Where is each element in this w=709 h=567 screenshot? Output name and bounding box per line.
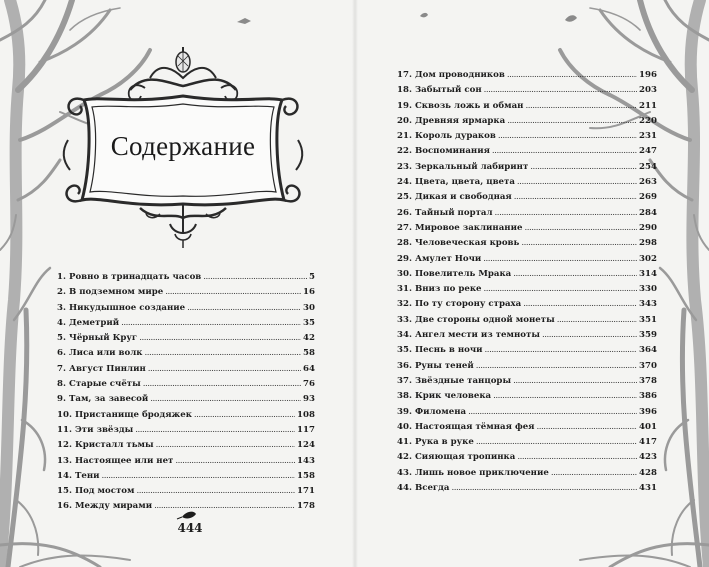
toc-entry [57, 331, 315, 346]
toc-entry-leader [551, 466, 637, 481]
toc-entry-leader [514, 190, 637, 205]
toc-entry-number: 38. [397, 391, 412, 402]
toc-entry [57, 362, 315, 377]
toc-entry-number: 20. [397, 115, 412, 126]
toc-entry-number: 43. [397, 467, 412, 478]
toc-entry-leader [525, 99, 637, 114]
leaf-icon [237, 13, 577, 24]
toc-entry-number: 34. [397, 330, 412, 341]
toc-entry [397, 175, 657, 190]
toc-entry [57, 423, 315, 438]
toc-entry-title: Дикая и свободная [414, 192, 512, 203]
toc-entry-leader [530, 160, 637, 175]
toc-entry [397, 359, 657, 374]
toc-entry-page: 220 [639, 115, 657, 126]
toc-entry-page: 431 [639, 483, 657, 494]
toc-entry-number: 28. [397, 238, 412, 249]
toc-entry-leader [203, 270, 307, 285]
toc-entry-number: 19. [397, 100, 412, 111]
toc-entry-page: 76 [303, 379, 315, 390]
toc-entry-title: Две стороны одной монеты [414, 314, 555, 325]
toc-entry-leader [524, 221, 637, 236]
toc-entry-leader [165, 285, 301, 300]
toc-entry-page: 343 [639, 299, 657, 310]
toc-entry-number: 26. [397, 207, 412, 218]
toc-entry-leader [187, 301, 301, 316]
toc-entry-title: Лиса или волк [68, 348, 143, 359]
toc-entry-page: 428 [639, 467, 657, 478]
toc-entry-title: Между мирами [74, 501, 153, 512]
toc-entry-page: 269 [639, 192, 657, 203]
toc-entry-title: Эти звёзды [74, 424, 134, 435]
toc-entry-title: Никудышное создание [68, 302, 186, 313]
toc-entry-number: 14. [57, 470, 72, 481]
toc-entry-title: Ангел мести из темноты [414, 330, 540, 341]
toc-entry-page: 93 [303, 394, 315, 405]
toc-entry-leader [483, 252, 637, 267]
toc-entry-number: 17. [397, 70, 412, 80]
toc-entry-title: Рука в руке [414, 437, 474, 448]
toc-entry-page: 5 [309, 272, 315, 282]
toc-entry-leader [537, 420, 638, 435]
toc-entry-page: 386 [639, 391, 657, 402]
toc-entry-title: По ту сторону страха [414, 299, 522, 310]
toc-entry [397, 435, 657, 450]
toc-entry-number: 9. [57, 394, 66, 405]
toc-entry [397, 328, 657, 343]
toc-entry-leader [101, 469, 295, 484]
toc-entry [397, 297, 657, 312]
toc-entry-page: 64 [303, 363, 315, 374]
toc-entry-leader [143, 377, 301, 392]
toc-entry-title: Август Пинлин [68, 363, 146, 374]
toc-entry-page: 263 [639, 177, 657, 188]
toc-entry-leader [517, 175, 637, 190]
toc-entry-title: Там, за завесой [68, 394, 149, 405]
toc-entry [57, 392, 315, 407]
toc-entry [397, 83, 657, 98]
toc-entry-page: 423 [639, 452, 657, 463]
toc-entry-leader [517, 450, 637, 465]
toc-entry-title: Вниз по реке [414, 284, 482, 295]
toc-entry-number: 30. [397, 268, 412, 279]
toc-entry-leader [521, 236, 637, 251]
toc-entry-leader [485, 343, 638, 358]
toc-entry-title: Звёздные танцоры [414, 375, 512, 386]
toc-entry [397, 466, 657, 481]
toc-entry-leader [135, 423, 295, 438]
toc-entry [57, 377, 315, 392]
toc-entry-page: 143 [297, 455, 315, 466]
toc-entry [397, 389, 657, 404]
toc-entry-page: 417 [639, 437, 657, 448]
toc-entry-title: Тайный портал [414, 207, 493, 218]
toc-entry-number: 12. [57, 440, 72, 451]
toc-entry-leader [121, 316, 301, 331]
toc-entry-number: 2. [57, 287, 66, 298]
toc-entry-leader [495, 206, 638, 221]
toc-entry-title: Повелитель Мрака [414, 268, 512, 279]
toc-entry-number: 44. [397, 483, 412, 494]
toc-entry-number: 27. [397, 222, 412, 233]
toc-entry-number: 7. [57, 363, 66, 374]
toc-entry-page: 158 [297, 470, 315, 481]
toc-entry-page: 42 [303, 333, 315, 344]
toc-entry [57, 301, 315, 316]
toc-entry-title: Песнь в ночи [414, 345, 483, 356]
toc-entry-leader [484, 282, 638, 297]
toc-entry-number: 13. [57, 455, 72, 466]
toc-entry-title: Дом проводников [414, 70, 505, 80]
toc-entry-title: Деметрий [68, 317, 120, 328]
toc-entry-number: 41. [397, 437, 412, 448]
toc-entry-title: Ровно в тринадцать часов [68, 272, 202, 282]
toc-entry-number: 18. [397, 85, 412, 96]
toc-entry-title: Филомена [414, 406, 467, 417]
toc-entry-title: Воспоминания [414, 146, 490, 157]
toc-entry-number: 37. [397, 375, 412, 386]
toc-entry-leader [476, 435, 637, 450]
toc-entry [397, 343, 657, 358]
toc-entry-title: Цвета, цвета, цвета [414, 177, 515, 188]
toc-entry-page: 16 [303, 287, 315, 298]
toc-entry-page: 58 [303, 348, 315, 359]
toc-entry-number: 24. [397, 177, 412, 188]
toc-entry [57, 469, 315, 484]
toc-entry-number: 8. [57, 379, 66, 390]
toc-entry-leader [150, 392, 301, 407]
toc-entry-leader [507, 68, 637, 83]
toc-entry-page: 298 [639, 238, 657, 249]
toc-entry-page: 370 [639, 360, 657, 371]
toc-entry-leader [557, 313, 637, 328]
toc-entry-title: Лишь новое приключение [414, 467, 549, 478]
toc-entry-number: 29. [397, 253, 412, 264]
toc-entry-leader [156, 438, 295, 453]
toc-entry [397, 221, 657, 236]
toc-entry-title: Мировое заклинание [414, 222, 523, 233]
toc-entry-page: 117 [297, 424, 315, 435]
toc-entry-page: 359 [639, 330, 657, 341]
toc-entry [397, 420, 657, 435]
toc-entry-leader [194, 408, 295, 423]
toc-entry [397, 114, 657, 129]
toc-entry-number: 21. [397, 131, 412, 142]
toc-entry [397, 144, 657, 159]
toc-entry-title: Настоящая тёмная фея [414, 421, 535, 432]
page-number: 444 [177, 521, 203, 535]
toc-entry-number: 5. [57, 333, 66, 344]
toc-entry-title: Человеческая кровь [414, 238, 520, 249]
toc-entry [397, 267, 657, 282]
toc-entry-title: Настоящее или нет [74, 455, 174, 466]
toc-entry-number: 33. [397, 314, 412, 325]
toc-entry [57, 484, 315, 499]
toc-entry [397, 450, 657, 465]
toc-entry [57, 316, 315, 331]
toc-entry-page: 108 [297, 409, 315, 420]
toc-entry-title: Старые счёты [68, 379, 141, 390]
toc-entry-page: 330 [639, 284, 657, 295]
toc-entry-title: Крик человека [414, 391, 492, 402]
toc-entry-leader [498, 129, 637, 144]
toc-entry [397, 405, 657, 420]
toc-entry-title: Всегда [414, 483, 450, 494]
toc-entry [397, 68, 657, 83]
toc-entry-leader [154, 499, 295, 514]
toc-entry-page: 401 [639, 421, 657, 432]
toc-entry-number: 6. [57, 348, 66, 359]
table-of-contents-left [57, 270, 315, 515]
toc-entry-leader [492, 144, 637, 159]
toc-entry-page: 203 [639, 85, 657, 96]
toc-entry-title: Кристалл тьмы [74, 440, 154, 451]
toc-entry [397, 374, 657, 389]
toc-entry [57, 499, 315, 514]
toc-entry [397, 236, 657, 251]
toc-entry-title: Сияющая тропинка [414, 452, 516, 463]
toc-entry-number: 1. [57, 272, 66, 282]
toc-entry-page: 351 [639, 314, 657, 325]
toc-entry-page: 196 [639, 70, 657, 80]
toc-entry-number: 36. [397, 360, 412, 371]
toc-entry-number: 16. [57, 501, 72, 512]
toc-entry-title: В подземном мире [68, 287, 164, 298]
book-gutter [352, 0, 358, 567]
toc-entry [397, 206, 657, 221]
toc-entry-leader [542, 328, 637, 343]
table-of-contents-right [397, 68, 657, 496]
toc-entry-page: 396 [639, 406, 657, 417]
toc-entry-page: 178 [297, 501, 315, 512]
contents-heading: Содержание [110, 131, 256, 161]
toc-entry-page: 254 [639, 161, 657, 172]
toc-entry-title: Амулет Ночи [414, 253, 482, 264]
toc-entry [397, 252, 657, 267]
toc-entry-leader [484, 83, 637, 98]
toc-entry-leader [139, 331, 301, 346]
toc-entry-page: 378 [639, 375, 657, 386]
toc-entry-number: 23. [397, 161, 412, 172]
toc-entry-page: 284 [639, 207, 657, 218]
toc-entry-page: 302 [639, 253, 657, 264]
toc-entry [397, 129, 657, 144]
toc-entry-title: Тени [74, 470, 100, 481]
toc-entry-number: 4. [57, 317, 66, 328]
toc-entry [397, 313, 657, 328]
toc-entry-number: 31. [397, 284, 412, 295]
toc-entry-page: 314 [639, 268, 657, 279]
toc-entry-title: Король дураков [414, 131, 496, 142]
toc-entry-page: 290 [639, 222, 657, 233]
toc-entry-page: 211 [639, 100, 657, 111]
toc-entry-leader [507, 114, 637, 129]
toc-entry [397, 282, 657, 297]
toc-entry-title: Зеркальный лабиринт [414, 161, 529, 172]
toc-entry-page: 35 [303, 317, 315, 328]
toc-entry [57, 454, 315, 469]
toc-entry-leader [513, 374, 637, 389]
toc-entry-leader [175, 454, 295, 469]
toc-entry-leader [148, 362, 301, 377]
toc-entry-number: 22. [397, 146, 412, 157]
toc-entry-title: Забытый сон [414, 85, 482, 96]
toc-entry-page: 171 [297, 486, 315, 497]
toc-entry-number: 10. [57, 409, 72, 420]
toc-entry-page: 30 [303, 302, 315, 313]
toc-entry [57, 270, 315, 285]
toc-entry [57, 285, 315, 300]
toc-entry-title: Чёрный Круг [68, 333, 138, 344]
toc-entry [57, 408, 315, 423]
toc-entry-number: 15. [57, 486, 72, 497]
toc-entry-leader [451, 481, 637, 496]
toc-entry-number: 39. [397, 406, 412, 417]
toc-entry [57, 438, 315, 453]
toc-entry [397, 481, 657, 496]
toc-entry [397, 160, 657, 175]
toc-entry-title: Пристанище бродяжек [74, 409, 192, 420]
toc-entry-leader [523, 297, 637, 312]
toc-entry-number: 40. [397, 421, 412, 432]
toc-entry-number: 25. [397, 192, 412, 203]
toc-entry [57, 346, 315, 361]
toc-entry-page: 231 [639, 131, 657, 142]
toc-entry-number: 3. [57, 302, 66, 313]
toc-entry-title: Сквозь ложь и обман [414, 100, 524, 111]
toc-entry-leader [476, 359, 637, 374]
toc-entry-number: 42. [397, 452, 412, 463]
toc-entry-page: 364 [639, 345, 657, 356]
toc-entry-leader [493, 389, 637, 404]
toc-entry-leader [513, 267, 637, 282]
toc-entry-number: 11. [57, 424, 72, 435]
toc-entry-title: Под мостом [74, 486, 135, 497]
toc-entry-leader [136, 484, 295, 499]
toc-entry-page: 247 [639, 146, 657, 157]
toc-entry [397, 99, 657, 114]
toc-entry-leader [468, 405, 637, 420]
toc-entry-number: 35. [397, 345, 412, 356]
toc-entry-title: Древняя ярмарка [414, 115, 506, 126]
toc-entry [397, 190, 657, 205]
toc-entry-page: 124 [297, 440, 315, 451]
toc-entry-leader [145, 346, 302, 361]
toc-entry-title: Руны теней [414, 360, 474, 371]
toc-entry-number: 32. [397, 299, 412, 310]
